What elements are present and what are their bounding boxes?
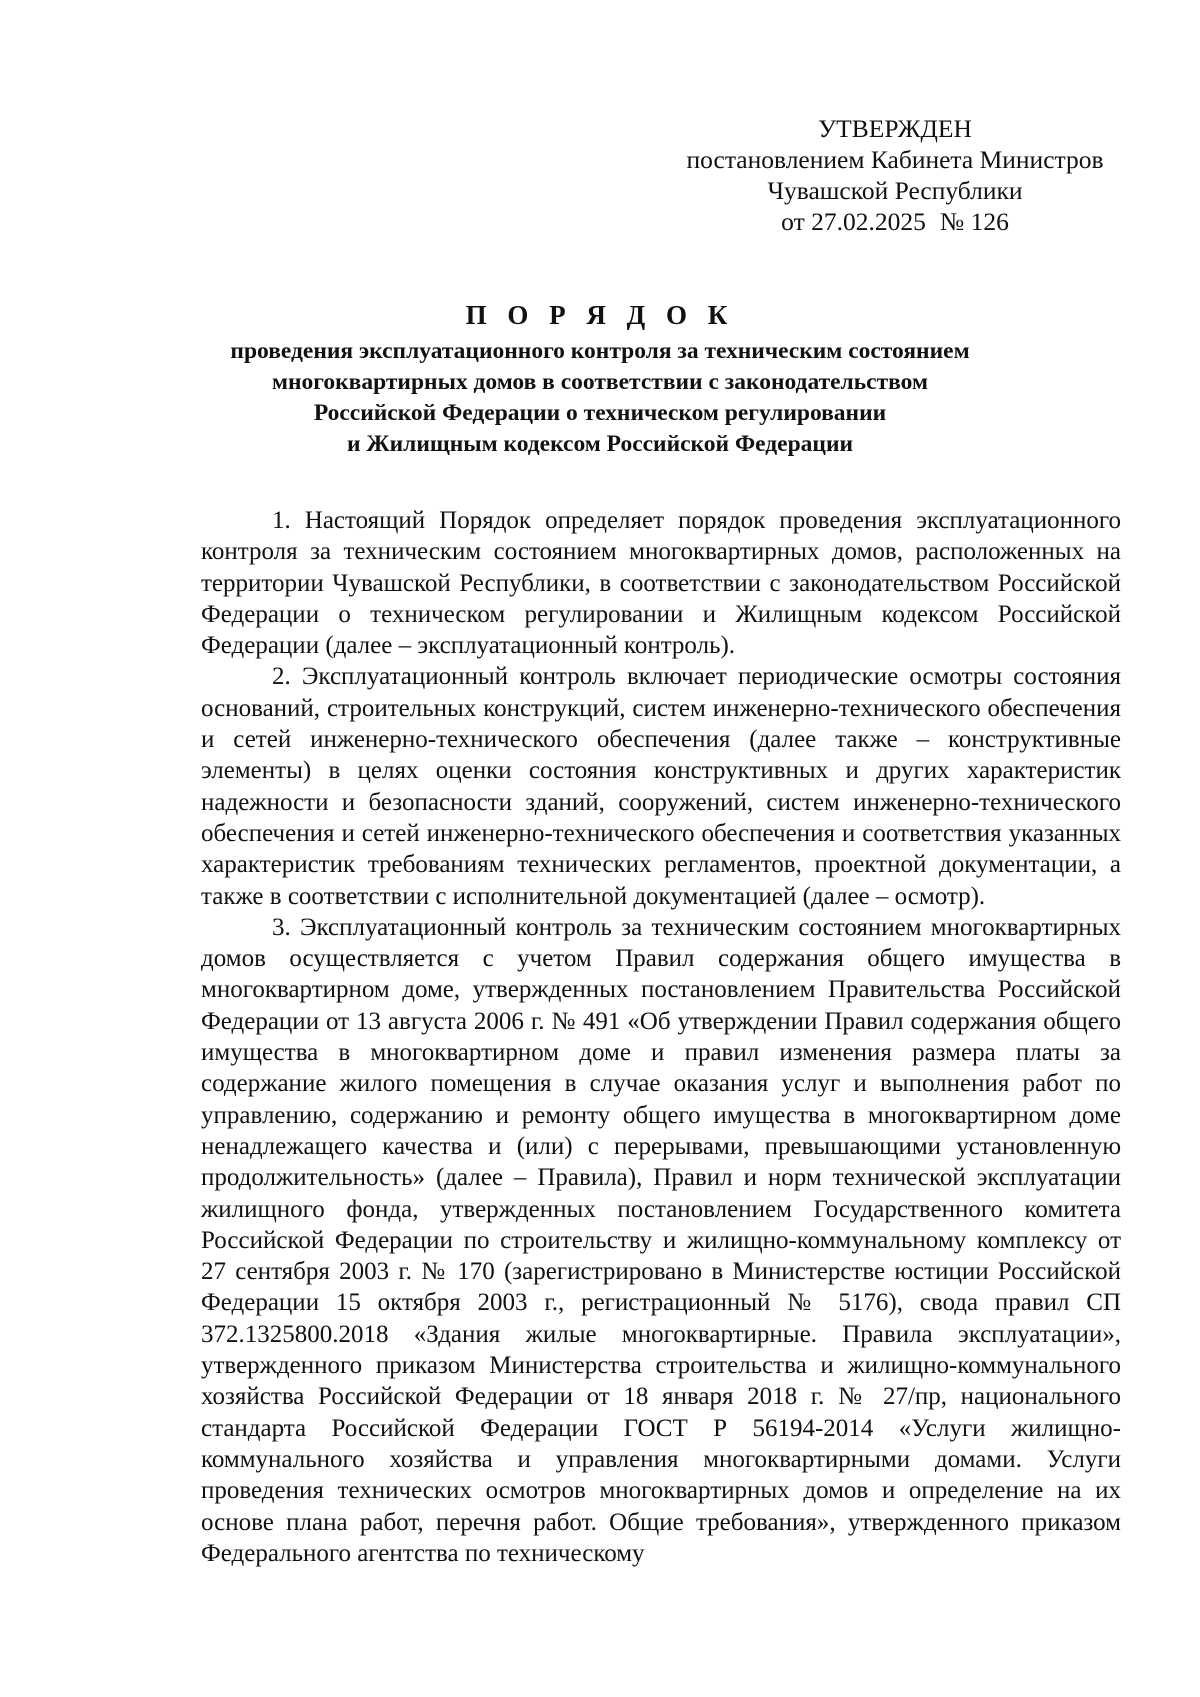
title-subtitle [200,336,1000,460]
paragraph-3: 3. Эксплуатационный контроль за техническим состоянием многоквартирных домов осуществляется с учетом Правил содержания общего имущества в многоквартирном доме, утвержденных постановлением Правительства Российской Федерации от 13 августа 2006 г. № 491 «Об утверждении Правил содержания общего имущества в многоквартирном доме и правил изменения размера платы за содержание жилого помещения в случае оказания услуг и выполнения работ по управлению, содержанию и ремонту общего имущества в многоквартирном доме ненадлежащего качества и (или) с перерывами, превышающими установленную продолжительность» (далее – Правила), Правил и норм технической эксплуатации жилищного фонда, утвержденных постановлением Государственного комитета Российской Федерации по строительству и жилищно-коммунальному комплексу от 27 сентября 2003 г. № 170 (зарегистрировано в Министерстве юстиции Российской Федерации 15 октября 2003 г., регистрационный № 5176), свода правил СП 372.1325800.2018 «Здания жилые многоквартирные. Правила эксплуатации», утвержденного приказом Министерства строительства и жилищно-коммунального хозяйства Российской Федерации от 18 января 2018 г. № 27/пр, национального стандарта Российской Федерации ГОСТ Р 56194-2014 «Услуги жилищно-коммунального хозяйства и управления многоквартирными домами. Услуги проведения технических осмотров многоквартирных домов и определение на их основе плана работ, перечня работ. Общие требования», утвержденного приказом Федерального агентства по техническому [201,913,1121,1567]
approval-region: Чувашской Республики [767,176,1023,205]
subtitle-line: многоквартирных домов в соответствии с законодательством [272,369,928,395]
paragraph-1: 1. Настоящий Порядок определяет порядок проведения эксплуатационного контроля за техническим состоянием многоквартирных домов, расположенных на территории Чувашской Республики, в соответствии с законодательством Российской Федерации о техническом регулировании и Жилищным кодексом Российской Федерации (далее – эксплуатационный контроль). [201,507,1121,660]
approval-date-line [675,206,1115,237]
paragraph-2: 2. Эксплуатационный контроль включает периодические осмотры состояния оснований, строительных конструкций, систем инженерно-технического обеспечения и сетей инженерно-технического обеспечения (далее также – конструктивные элементы) в целях оценки состояния конструктивных и других характеристик надежности и безопасности зданий, сооружений, систем инженерно-технического обеспечения и сетей инженерно-технического обеспечения и соответствия указанных характеристик требованиям технических регламентов, проектной документации, а также в соответствии с исполнительной документацией (далее – осмотр). [201,663,1121,910]
subtitle-line: проведения эксплуатационного контроля за техническим состоянием [230,338,970,364]
subtitle-line: и Жилищным кодексом Российской Федерации [346,431,854,457]
approval-stamp [675,113,1115,237]
approval-date: от 27.02.2025 [781,207,926,236]
approval-number: № 126 [939,207,1009,236]
document-body [201,505,1121,1569]
document-title [200,298,1000,460]
approval-issuer: постановлением Кабинета Министров [686,145,1104,174]
subtitle-line: Российской Федерации о техническом регулировании [313,400,887,426]
title-main: П О Р Я Д О К [465,300,735,330]
approval-heading: УТВЕРЖДЕН [818,114,972,143]
